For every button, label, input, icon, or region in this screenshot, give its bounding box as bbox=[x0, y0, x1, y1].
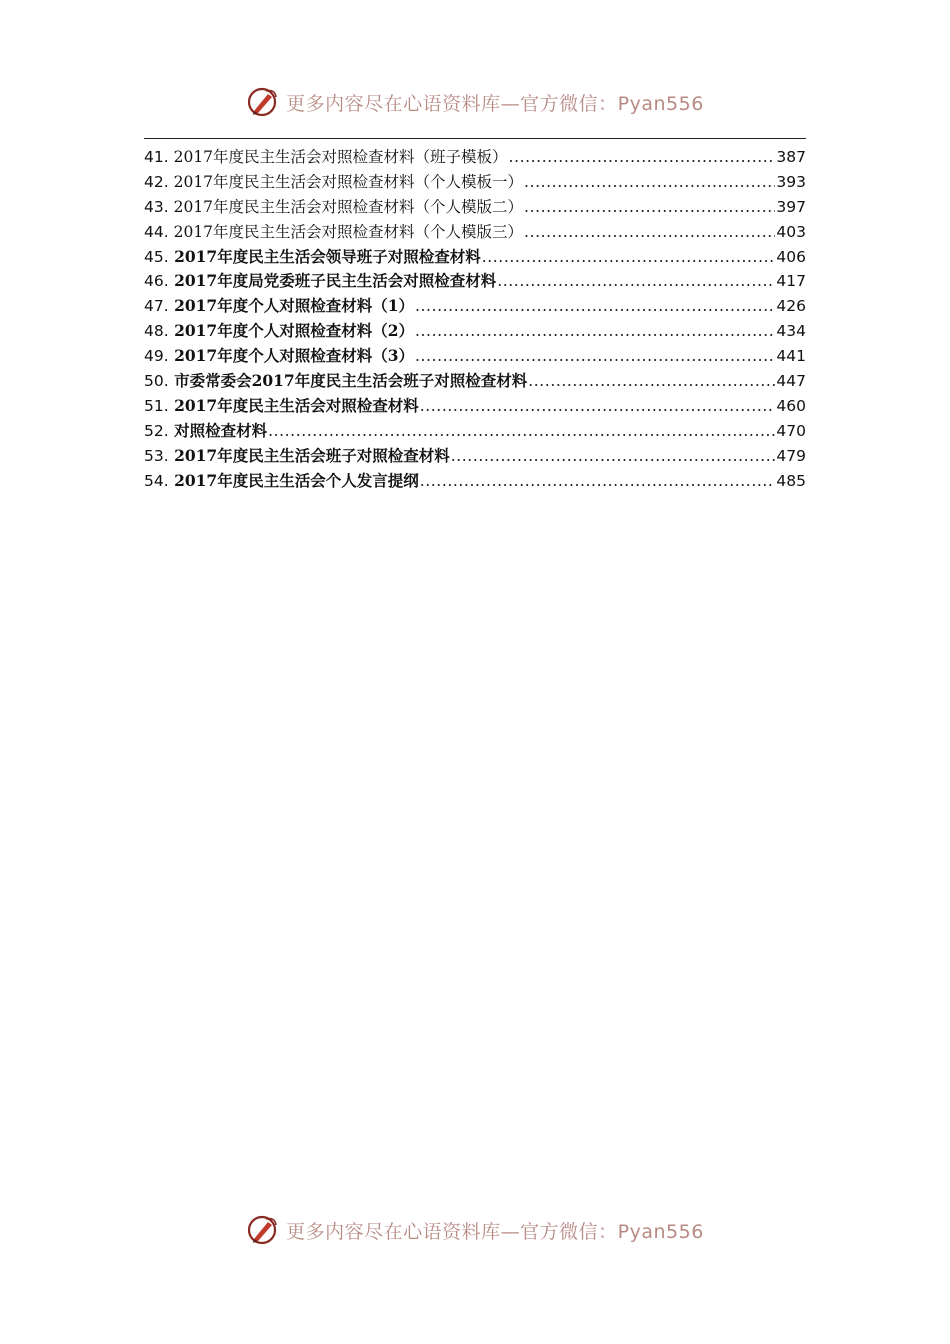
toc-entry-number: 48. bbox=[144, 322, 169, 341]
toc-entry-title bbox=[144, 221, 523, 243]
toc-page-number: 393 bbox=[776, 172, 806, 191]
toc-page-number: 387 bbox=[776, 148, 806, 166]
toc-page-number: 403 bbox=[776, 222, 806, 241]
toc-entry-text: 2017年度民主生活会对照检查材料 bbox=[174, 395, 419, 415]
toc-entry[interactable] bbox=[144, 395, 806, 420]
toc-leader-dots bbox=[497, 270, 775, 292]
toc-entry-text: 2017年度民主生活会领导班子对照检查材料 bbox=[174, 246, 481, 266]
toc-entry-title bbox=[144, 395, 419, 417]
toc-entry-number: 45. bbox=[144, 247, 169, 266]
toc-entry-text: 2017年度个人对照检查材料（3） bbox=[174, 346, 414, 366]
toc-entry-text: 2017年度民主生活会对照检查材料（个人模版二） bbox=[173, 197, 524, 216]
toc-entry[interactable] bbox=[144, 146, 806, 171]
toc-entry-title bbox=[144, 270, 496, 292]
toc-entry[interactable] bbox=[144, 270, 806, 295]
pen-logo-icon bbox=[246, 1213, 280, 1247]
toc-entry[interactable] bbox=[144, 196, 806, 221]
header-text: 更多内容尽在心语资料库—官方微信：Pyan556 bbox=[286, 92, 704, 115]
toc-entry-number: 44. bbox=[144, 222, 169, 241]
toc-entry-title bbox=[144, 370, 527, 392]
toc-leader-dots bbox=[451, 445, 776, 467]
toc-leader-dots bbox=[528, 370, 775, 392]
toc-page-number: 460 bbox=[776, 396, 806, 415]
toc-entry-title bbox=[144, 295, 414, 317]
toc-entry-number: 47. bbox=[144, 297, 169, 316]
toc-entry-title bbox=[144, 171, 523, 193]
toc-entry-number: 43. bbox=[144, 197, 169, 216]
footer-wechat-id: Pyan556 bbox=[617, 1220, 704, 1243]
toc-page-number: 485 bbox=[776, 471, 806, 490]
toc-entry-number: 41. bbox=[144, 148, 169, 166]
toc-leader-dots bbox=[524, 196, 775, 218]
toc-page-number: 441 bbox=[776, 347, 806, 366]
toc-entry[interactable] bbox=[144, 295, 806, 320]
toc-entry-text: 对照检查材料 bbox=[174, 420, 268, 440]
toc-leader-dots bbox=[509, 146, 776, 168]
toc-entry-title bbox=[144, 246, 481, 268]
page-footer-banner bbox=[0, 1210, 950, 1250]
toc-page-number: 434 bbox=[776, 322, 806, 341]
page-header-banner bbox=[0, 82, 950, 122]
toc-entry-number: 42. bbox=[144, 172, 169, 191]
toc-entry-text: 2017年度民主生活会对照检查材料（个人模版三） bbox=[173, 222, 524, 241]
toc-page-number: 447 bbox=[776, 372, 806, 391]
toc-page-number: 479 bbox=[776, 446, 806, 465]
toc-leader-dots bbox=[415, 320, 775, 342]
toc-entry-text: 2017年度民主生活会个人发言提纲 bbox=[174, 470, 419, 490]
table-of-contents bbox=[144, 146, 806, 494]
toc-page-number: 397 bbox=[776, 197, 806, 216]
toc-page-number: 417 bbox=[776, 272, 806, 291]
footer-text: 更多内容尽在心语资料库—官方微信：Pyan556 bbox=[286, 1220, 704, 1243]
toc-entry-text: 2017年度个人对照检查材料（1） bbox=[174, 296, 414, 316]
toc-entry-title bbox=[144, 146, 508, 168]
toc-entry-number: 54. bbox=[144, 471, 169, 490]
toc-entry[interactable] bbox=[144, 221, 806, 246]
toc-entry-title bbox=[144, 345, 414, 367]
toc-leader-dots bbox=[415, 345, 775, 367]
toc-entry-title bbox=[144, 196, 523, 218]
toc-entry-number: 49. bbox=[144, 347, 169, 366]
toc-leader-dots bbox=[524, 221, 775, 243]
toc-leader-dots bbox=[420, 470, 776, 492]
toc-entry[interactable] bbox=[144, 445, 806, 470]
toc-entry[interactable] bbox=[144, 370, 806, 395]
header-wechat-id: Pyan556 bbox=[617, 92, 704, 115]
toc-entry[interactable] bbox=[144, 246, 806, 271]
toc-entry-text: 2017年度个人对照检查材料（2） bbox=[174, 321, 414, 341]
toc-entry-title bbox=[144, 420, 267, 442]
toc-leader-dots bbox=[524, 171, 775, 193]
toc-entry-number: 50. bbox=[144, 372, 169, 391]
toc-entry[interactable] bbox=[144, 420, 806, 445]
toc-entry-number: 51. bbox=[144, 396, 169, 415]
toc-leader-dots bbox=[482, 246, 776, 268]
toc-entry-text: 2017年度民主生活会对照检查材料（个人模板一） bbox=[173, 172, 524, 191]
toc-entry-text: 市委常委会2017年度民主生活会班子对照检查材料 bbox=[174, 371, 528, 391]
toc-page-number: 426 bbox=[776, 297, 806, 316]
toc-entry-text: 2017年度局党委班子民主生活会对照检查材料 bbox=[174, 271, 497, 291]
toc-entry-title bbox=[144, 320, 414, 342]
toc-leader-dots bbox=[415, 295, 775, 317]
toc-entry[interactable] bbox=[144, 345, 806, 370]
toc-entry-number: 46. bbox=[144, 272, 169, 291]
toc-entry-title bbox=[144, 470, 419, 492]
toc-leader-dots bbox=[420, 395, 776, 417]
toc-entry-text: 2017年度民主生活会对照检查材料（班子模板） bbox=[173, 148, 508, 166]
toc-entry-number: 53. bbox=[144, 446, 169, 465]
toc-entry[interactable] bbox=[144, 171, 806, 196]
toc-entry-number: 52. bbox=[144, 421, 169, 440]
pen-logo-icon bbox=[246, 85, 280, 119]
toc-entry[interactable] bbox=[144, 320, 806, 345]
toc-entry-text: 2017年度民主生活会班子对照检查材料 bbox=[174, 445, 450, 465]
toc-page-number: 406 bbox=[776, 247, 806, 266]
header-divider bbox=[144, 138, 806, 139]
toc-entry-title bbox=[144, 445, 450, 467]
toc-leader-dots bbox=[268, 420, 775, 442]
toc-page-number: 470 bbox=[776, 421, 806, 440]
toc-entry[interactable] bbox=[144, 470, 806, 495]
